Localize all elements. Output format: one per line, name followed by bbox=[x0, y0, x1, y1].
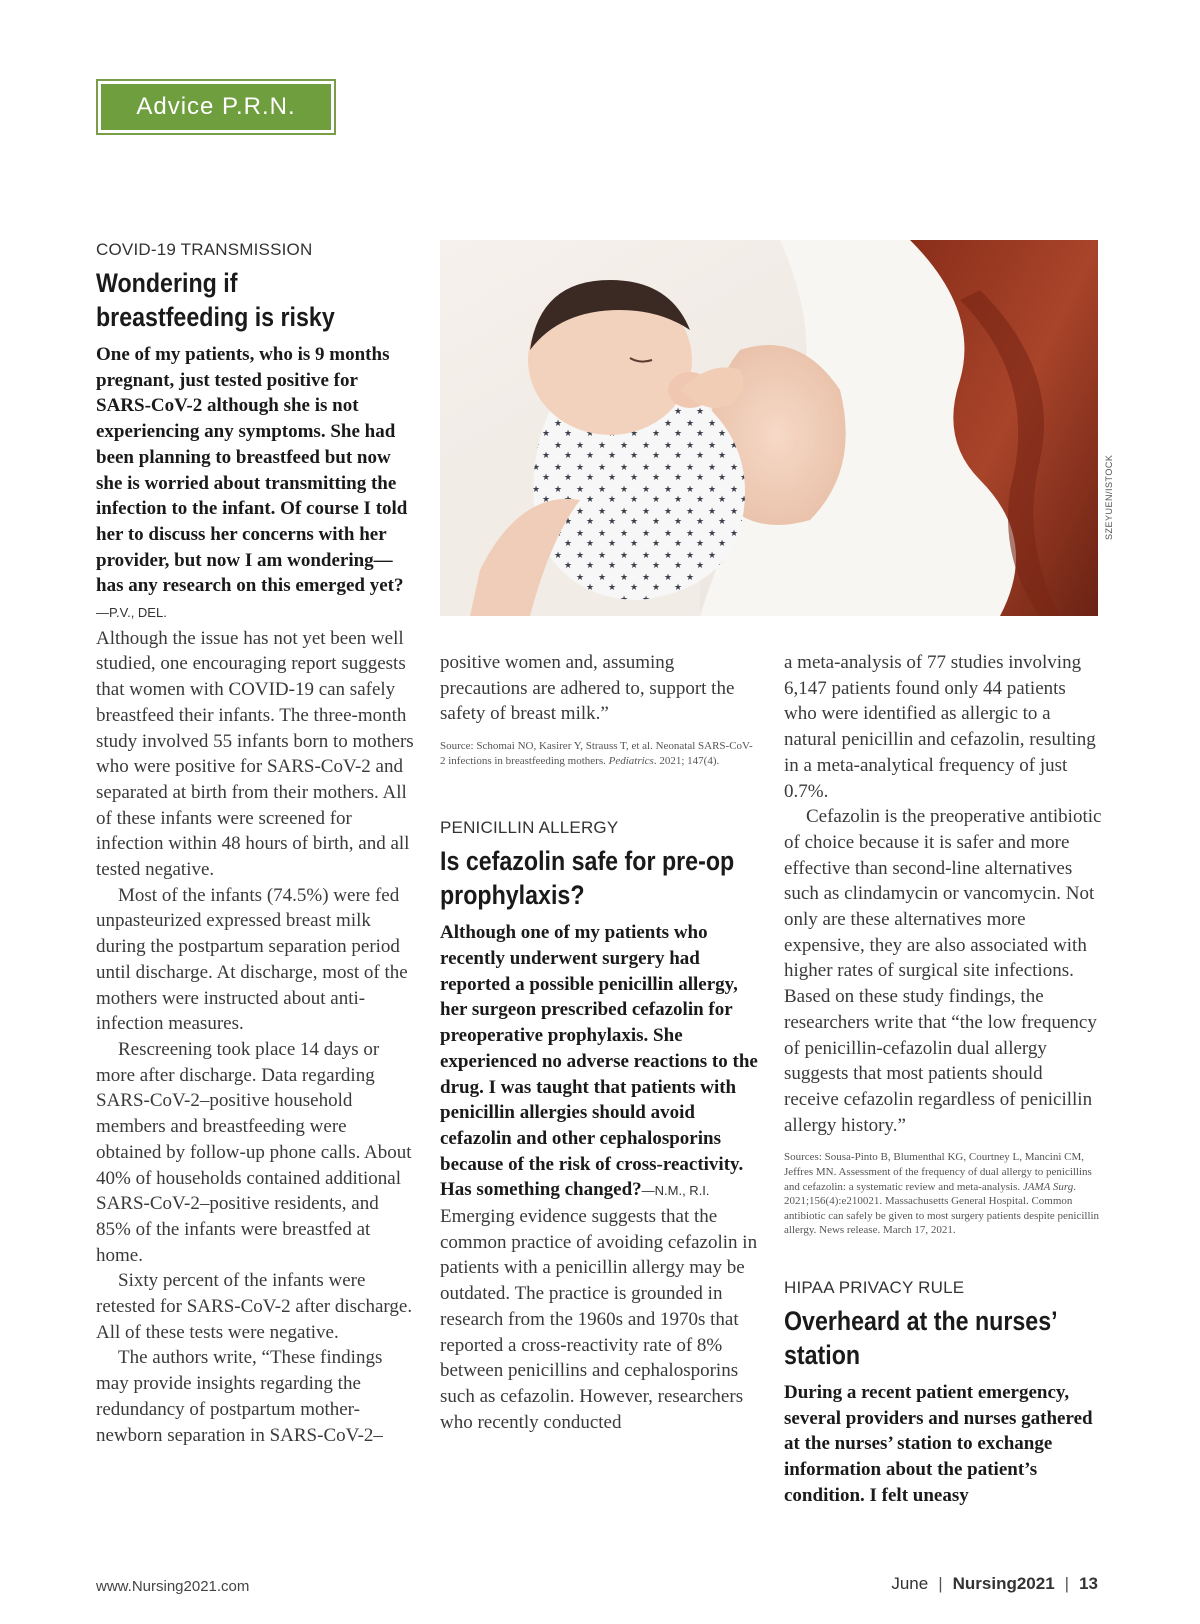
footer-month: June bbox=[891, 1574, 929, 1593]
article-source bbox=[440, 739, 758, 768]
question-signature: —P.V., DEL. bbox=[96, 605, 167, 621]
article-headline: Is cefazolin safe for pre-op prophylaxis? bbox=[440, 846, 735, 911]
article-kicker: HIPAA PRIVACY RULE bbox=[784, 1277, 965, 1297]
body-paragraph: a meta-analysis of 77 studies involving 6,147 patients found only 44 patients who were identified as allergic to a natural penicillin and cefazolin, resulting in a meta-analytical frequency of just 0.7%. bbox=[784, 652, 1096, 802]
article-body bbox=[96, 626, 414, 1449]
page-footer bbox=[891, 1574, 1098, 1594]
question-text: During a recent patient emergency, several providers and nurses gathered at the nurses’ station to exchange information about the patient’s condition. I felt uneasy bbox=[784, 1381, 1093, 1506]
article-cefazolin bbox=[440, 650, 758, 1435]
breastfeeding-photo bbox=[440, 240, 1098, 616]
page-number: 13 bbox=[1079, 1574, 1098, 1593]
article-headline: Overheard at the nurses’ station bbox=[784, 1305, 1057, 1370]
body-paragraph: The authors write, “These findings may provide insights regarding the redundancy of postpartum mother-newborn separation in SARS-CoV-2– bbox=[96, 1347, 383, 1446]
body-paragraph: Sixty percent of the infants were retested for SARS-CoV-2 after discharge. All of these tests were negative. bbox=[96, 1270, 413, 1343]
article-body-continued bbox=[784, 650, 1102, 1138]
source-text: . 2021;156(4):e210021. Massachusetts General Hospital. Common antibiotic can safely be given to most surgery patients despite penicillin allergy. News release. March 17, 2021. bbox=[784, 1180, 1100, 1237]
question-text: One of my patients, who is 9 months pregnant, just tested positive for SARS-CoV-2 although she is not experiencing any symptoms. She had been planning to breastfeed but now she is worried about transmitting the infection to the infant. Of course I told her to discuss her concerns with her provider, but now I am wondering—has any research on this emerged yet? bbox=[96, 344, 408, 597]
article-hipaa bbox=[784, 650, 1102, 1508]
body-paragraph: Although the issue has not yet been well studied, one encouraging report suggests that women with COVID-19 can safely breastfeed their infants. The three-month study involved 55 infants born to mothers who were positive for SARS-CoV-2 and separated at birth from their mothers. All of these infants were screened for infection within 48 hours of birth, and all tested negative. bbox=[96, 627, 414, 881]
footer-magazine: Nursing2021 bbox=[952, 1574, 1055, 1593]
source-text: . 2021; 147(4). bbox=[653, 754, 720, 767]
body-paragraph: Emerging evidence suggests that the common practice of avoiding cefazolin in patients with a penicillin allergy may be outdated. The practice is grounded in research from the 1960s and 1970s that reported a cross-reactivity rate of 8% between penicillins and cephalosporins such as cefazolin. However, researchers who recently conducted bbox=[440, 1206, 758, 1433]
source-text: Source: Schomai NO, Kasirer Y, Strauss T, et al. Neonatal SARS-CoV-2 infections in breastfeeding mothers. bbox=[440, 740, 753, 767]
section-badge bbox=[96, 79, 336, 135]
body-paragraph: positive women and, assuming precautions are adhered to, support the safety of breast milk.” bbox=[440, 652, 735, 725]
body-paragraph: Most of the infants (74.5%) were fed unpasteurized expressed breast milk during the postpartum separation period until discharge. At discharge, most of the mothers were instructed about anti-infection measures. bbox=[96, 884, 408, 1035]
article-body bbox=[440, 1204, 758, 1435]
photo-credit: SZEYUEN/ISTOCK bbox=[1104, 454, 1114, 540]
article-kicker: COVID-19 TRANSMISSION bbox=[96, 240, 313, 259]
footer-url: www.Nursing2021.com bbox=[96, 1578, 250, 1595]
footer-divider: | bbox=[1064, 1574, 1070, 1593]
body-paragraph: Rescreening took place 14 days or more after discharge. Data regarding SARS-CoV-2–positive household members and breastfeeding were obtained by follow-up phone calls. About 40% of households contained additional SARS-CoV-2–positive residents, and 85% of the infants were breastfed at home. bbox=[96, 1038, 412, 1266]
source-journal: Pediatrics bbox=[608, 754, 654, 767]
question-signature: —N.M., R.I. bbox=[641, 1183, 710, 1199]
section-badge-label: Advice P.R.N. bbox=[101, 84, 331, 130]
article-source bbox=[784, 1150, 1102, 1238]
article-body-continued bbox=[440, 650, 758, 727]
article-headline bbox=[96, 266, 413, 334]
reader-question bbox=[96, 342, 414, 626]
headline-line: Wondering if bbox=[96, 268, 238, 298]
source-journal: JAMA Surg bbox=[1022, 1180, 1074, 1193]
footer-divider: | bbox=[938, 1574, 943, 1593]
article-kicker: PENICILLIN ALLERGY bbox=[440, 818, 619, 838]
source-text: Sources: Sousa-Pinto B, Blumenthal KG, Courtney L, Mancini CM, Jeffres MN. Assessment of the frequency of dual allergy to penicillins and cefazolin: a systematic review and meta-analysis. bbox=[784, 1151, 1092, 1193]
headline-line: breastfeeding is risky bbox=[96, 302, 335, 332]
reader-question bbox=[784, 1380, 1102, 1509]
reader-question bbox=[440, 920, 758, 1204]
question-text: Although one of my patients who recently underwent surgery had reported a possible penicillin allergy, her surgeon prescribed cefazolin for preoperative prophylaxis. She experienced no adverse reactions to the drug. I was taught that patients with penicillin allergies should avoid cefazolin and other cephalosporins because of the risk of cross-reactivity. Has something changed? bbox=[440, 922, 758, 1201]
body-paragraph: Cefazolin is the preoperative antibiotic of choice because it is safer and more effective than second-line alternatives such as clindamycin or vancomycin. Not only are these alternatives more expensive, they are also associated with higher rates of surgical site infections. Based on these study findings, the researchers write that “the low frequency of penicillin-cefazolin dual allergy suggests that most patients should receive cefazolin regardless of penicillin allergy history.” bbox=[784, 806, 1102, 1136]
breastfeeding-illustration bbox=[440, 240, 1098, 616]
article-breastfeeding bbox=[96, 240, 414, 1448]
